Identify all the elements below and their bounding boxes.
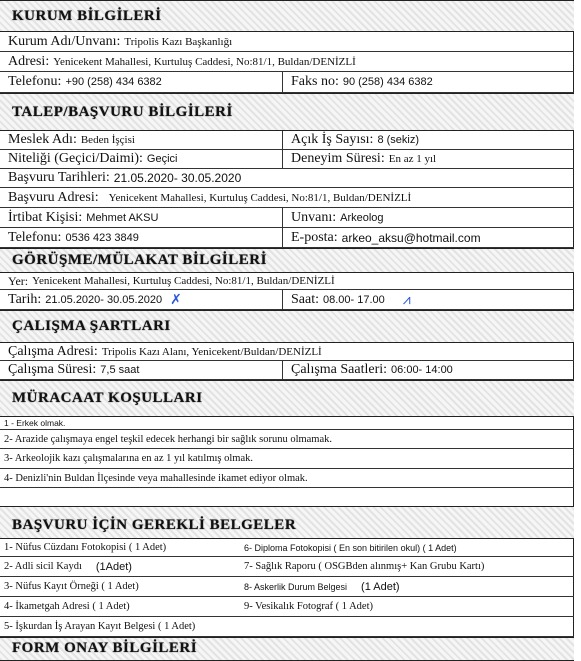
section-header-belgeler: BAŞVURU İÇİN GEREKLİ BELGELER [0,506,574,539]
unvan-label: Unvanı: [291,209,337,225]
table-row [0,557,574,577]
list-item [0,430,574,449]
row-kurum-telefon [0,72,574,93]
row-kurum-adres [0,52,574,72]
row-nitelik [0,150,574,169]
section-header-onay: FORM ONAY BİLGİLERİ [0,637,574,661]
acik-is-value: 8 (sekiz) [377,134,420,146]
section-header-calisma: ÇALIŞMA ŞARTLARI [0,310,574,343]
gorusme-tarih-label: Tarih: [8,291,42,307]
meslek-value: Beden İşçisi [80,134,135,146]
kurum-tel-label: Telefonu: [8,74,62,89]
gorusme-saat-value: 08.00- 17.00 [323,293,385,306]
kurum-tel-value: +90 (258) 434 6382 [65,76,162,88]
list-item [0,469,574,488]
belge-item-1: 1- Nüfus Cüzdanı Fotokopisi ( 1 Adet) [4,542,167,553]
row-irtibat-telefon [0,228,574,248]
eposta-label: E-posta: [291,229,338,245]
muracaat-item-2: 2- Arazide çalışmaya engel teşkil edecek herhangi bir sağlık sorunu olmamak. [4,433,333,445]
kurum-adi-label: Kurum Adı/Unvanı: [8,33,121,49]
row-calisma-suresi [0,361,574,380]
eposta-value: arkeo_aksu@hotmail.com [341,230,481,245]
kurum-faks-value: 90 (258) 434 6382 [342,76,433,88]
gorusme-tarih-value: 21.05.2020- 30.05.2020 [45,293,163,306]
kurum-adres-label: Adresi: [8,53,50,69]
irtibat-tel-label: Telefonu: [8,229,62,245]
table-row [0,617,574,637]
kurum-faks-label: Faks no: [291,74,339,89]
belge-item-4: 4- İkametgah Adresi ( 1 Adet) [4,601,130,612]
basvuru-tarih-value: 21.05.2020- 30.05.2020 [113,171,242,185]
belge-item-9: 9- Vesikalık Fotograf ( 1 Adet) [244,601,373,612]
calisma-adres-label: Çalışma Adresi: [8,343,98,359]
unvan-value: Arkeolog [340,211,384,224]
basvuru-tarih-label: Başvuru Tarihleri: [8,170,110,185]
section-header-gorusme: GÖRÜŞME/MÜLAKAT BİLGİLERİ [0,248,574,273]
pen-check-mark-icon-2: ⩘ [402,291,411,308]
irtibat-value: Mehmet AKSU [86,211,159,224]
basvuru-adres-value: Yenicekent Mahallesi, Kurtuluş Caddesi, No:81/1, Buldan/DENİZLİ [108,191,412,204]
irtibat-label: İrtibat Kişisi: [8,209,83,225]
acik-is-label: Açık İş Sayısı: [291,132,374,147]
belge-item-2 [0,557,240,576]
muracaat-item-3: 3- Arkeolojik kazı çalışmalarına en az 1 yıl katılmış olmak. [4,453,254,464]
calisma-saat-value: 06:00- 14:00 [391,364,453,376]
gorusme-yer-label: Yer: [8,273,29,288]
nitelik-value: Geçici [146,153,178,165]
pen-check-mark-icon: ✗ [170,291,182,308]
meslek-label: Meslek Adı: [8,132,77,147]
section-header-kurum: KURUM BİLGİLERİ [0,0,574,32]
basvuru-adres-label: Başvuru Adresi: [8,189,99,205]
belge-item-5: 5- İşkurdan İş Arayan Kayıt Belgesi ( 1 Adet) [4,621,196,632]
belge-item-6: 6- Diploma Fotokopisi ( En son bitirilen okul) ( 1 Adet) [244,542,457,553]
deneyim-value: En az 1 yıl [388,153,437,165]
list-item [0,417,574,430]
list-item [0,449,574,469]
muracaat-item-1: 1 - Erkek olmak. [4,418,66,428]
belge-item-8 [240,577,574,596]
calisma-adres-value: Tripolis Kazı Alanı, Yenicekent/Buldan/DENİZLİ [101,345,322,358]
belge-item-8-text: 8- Askerlik Durum Belgesi [244,581,348,592]
belge-item-3: 3- Nüfus Kayıt Örneği ( 1 Adet) [4,581,139,592]
kurum-adi-value: Tripolis Kazı Başkanlığı [124,35,233,48]
irtibat-tel-value: 0536 423 3849 [65,231,139,244]
gorusme-saat-label: Saat: [291,291,319,307]
section-header-talep: TALEP/BAŞVURU BİLGİLERİ [0,93,574,131]
row-meslek [0,131,574,150]
muracaat-item-4: 4- Denizli'nin Buldan İlçesinde veya mahallesinde ikamet ediyor olmak. [4,472,308,484]
row-basvuru-tarihleri [0,169,574,188]
belge-item-2-extra: (1Adet) [95,560,132,573]
gorusme-yer-value: Yenicekent Mahallesi, Kurtuluş Caddesi, No:81/1, Buldan/DENİZLİ [32,275,335,287]
row-basvuru-adresi [0,188,574,208]
table-row [0,577,574,597]
table-row [0,597,574,617]
row-irtibat [0,208,574,228]
row-kurum-adi [0,32,574,52]
deneyim-label: Deneyim Süresi: [291,151,385,166]
belge-item-7: 7- Sağlık Raporu ( OSGBden alınmış+ Kan Grubu Kartı) [244,561,485,572]
calisma-saat-label: Çalışma Saatleri: [291,362,388,377]
belge-item-2-text: 2- Adli sicil Kaydı [4,561,82,572]
section-header-muracaat: MÜRACAAT KOŞULLARI [0,380,574,417]
row-gorusme-tarih [0,290,574,310]
belge-item-8-extra: (1 Adet) [361,580,400,593]
table-row [0,539,574,557]
calisma-sure-label: Çalışma Süresi: [8,362,97,377]
kurum-adres-value: Yenicekent Mahallesi, Kurtuluş Caddesi, No:81/1, Buldan/DENİZLİ [53,55,356,68]
calisma-sure-value: 7,5 saat [100,364,140,376]
row-calisma-adresi [0,343,574,361]
row-gorusme-yer [0,273,574,290]
nitelik-label: Niteliği (Geçici/Daimi): [8,151,143,166]
blank-row [0,488,574,506]
